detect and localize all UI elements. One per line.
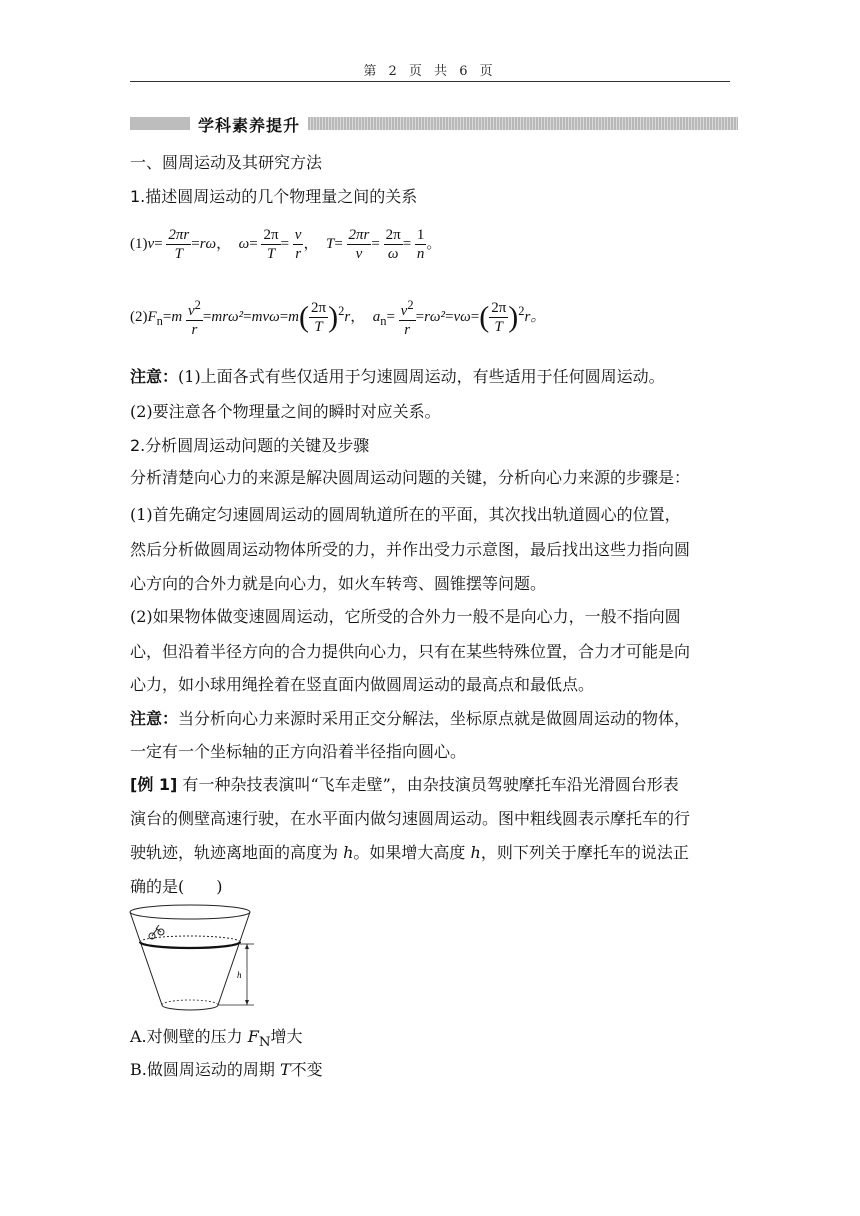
- fraction: $\frac{2\pi r}{T}$: [168, 227, 190, 262]
- note-1: 注意：(1)上面各式有些仅适用于匀速圆周运动，有些适用于任何圆周运动。: [130, 367, 665, 386]
- fraction: $\frac{2\pi}{T}$: [491, 300, 507, 335]
- page-header: 第 2 页 共 6 页: [363, 64, 497, 79]
- fraction: $\frac{v^2}{r}$: [400, 298, 414, 338]
- motorcycle-icon: [149, 925, 164, 939]
- banner-bar-right: [308, 117, 738, 130]
- paragraph-line: (2)如果物体做变速圆周运动，它所受的合外力一般不是向心力，一般不指向圆: [130, 607, 681, 626]
- paragraph-line: 心力，如小球用绳拴着在竖直面内做圆周运动的最高点和最低点。: [130, 675, 595, 694]
- note-2: (2)要注意各个物理量之间的瞬时对应关系。: [130, 402, 441, 421]
- section-banner: [130, 112, 738, 134]
- fraction: $\frac{1}{n}$: [416, 227, 425, 262]
- cone-figure: [128, 900, 260, 1018]
- formula-2: $(2)F_n=m$ $\frac{v^2}{r}$ =mrω²=mvω=m( $\frac{2\pi}{T}$ )$^2$r， $a_n=$ $\frac{v^2}{r}$ =rω²=vω=( $\frac{2\pi}{T}$ )$^2$r。: [130, 298, 546, 338]
- banner-title: 学科素养提升: [198, 116, 301, 135]
- option-b[interactable]: B.做圆周运动的周期 T不变: [130, 1060, 323, 1079]
- option-a[interactable]: A.对侧壁的压力 $F_N$增大: [130, 1027, 303, 1051]
- paragraph-line: (1)首先确定匀速圆周运动的圆周轨道所在的平面，其次找出轨道圆心的位置，: [130, 505, 681, 524]
- subsection-title-1: 1.描述圆周运动的几个物理量之间的关系: [130, 187, 418, 206]
- example-line-2: 演台的侧壁高速行驶，在水平面内做匀速圆周运动。图中粗线圆表示摩托车的行: [130, 809, 691, 828]
- note-3-line-2: 一定有一个坐标轴的正方向沿着半径指向圆心。: [130, 742, 467, 761]
- fraction: $\frac{2\pi}{T}$: [263, 227, 279, 262]
- note-3-line-1: 注意：当分析向心力来源时采用正交分解法，坐标原点就是做圆周运动的物体，: [130, 709, 691, 728]
- paragraph-line: 心方向的合外力就是向心力，如火车转弯、圆锥摆等问题。: [130, 574, 547, 593]
- h-label: h: [237, 970, 242, 980]
- fraction: $\frac{2\pi}{\omega}$: [385, 227, 401, 262]
- paragraph-line: 心，但沿着半径方向的合力提供向心力，只有在某些特殊位置，合力才可能是向: [130, 642, 691, 661]
- banner-bar-left: [130, 117, 190, 130]
- fraction: $\frac{v}{r}$: [294, 227, 302, 262]
- example-line-3: 驶轨迹，轨迹离地面的高度为 h。如果增大高度 h，则下列关于摩托车的说法正: [130, 843, 689, 862]
- header-rule: [130, 81, 730, 82]
- paragraph-line: 分析清楚向心力的来源是解决圆周运动问题的关键，分析向心力来源的步骤是：: [130, 468, 691, 487]
- note-label: 注意：: [130, 367, 179, 386]
- subsection-title-2: 2.分析圆周运动问题的关键及步骤: [130, 436, 370, 455]
- fraction: $\frac{2\pi r}{v}$: [348, 227, 370, 262]
- example-line-4: 确的是( ): [130, 877, 223, 896]
- section-title: 一、圆周运动及其研究方法: [130, 153, 323, 172]
- note-label: 注意：: [130, 709, 179, 728]
- formula-1: (1)v= $\frac{2\pi r}{T}$ =rω， ω= $\frac{2\pi}{T}$ = $\frac{v}{r}$ ， T= $\frac{2\pi r}{v}$ = $\frac{2\pi}{\omega}$ = $\frac{1}{n}$ 。: [130, 227, 442, 262]
- example-line-1: [例 1] 有一种杂技表演叫“飞车走壁”，由杂技演员驾驶摩托车沿光滑圆台形表: [130, 775, 679, 794]
- example-label: [例 1]: [130, 775, 178, 794]
- paragraph-line: 然后分析做圆周运动物体所受的力，并作出受力示意图，最后找出这些力指向圆: [130, 540, 691, 559]
- fraction: $\frac{2\pi}{T}$: [311, 300, 327, 335]
- fraction: $\frac{v^2}{r}$: [187, 298, 201, 338]
